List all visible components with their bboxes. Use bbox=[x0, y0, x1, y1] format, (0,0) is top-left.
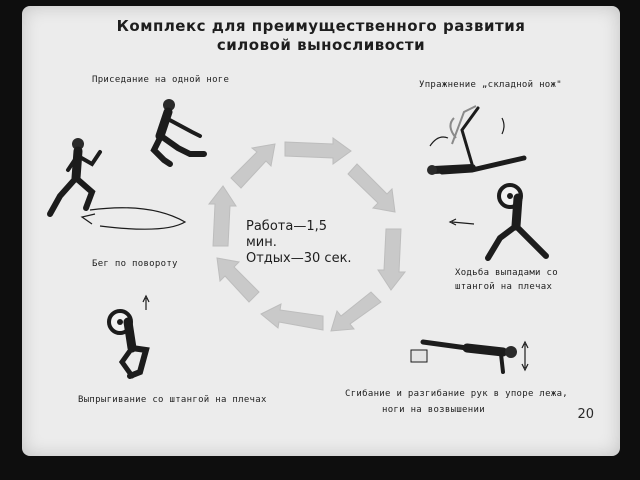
exercise-label-jackknife: Упражнение „складной нож" bbox=[419, 80, 562, 90]
title-line-2: силовой выносливости bbox=[216, 36, 426, 54]
cycle-arrow-bottom-right bbox=[331, 292, 381, 331]
elevated-pushup-figure bbox=[407, 322, 537, 382]
rest-duration: Отдых—30 сек. bbox=[246, 251, 352, 266]
page-number: 20 bbox=[577, 407, 594, 422]
running-turn-figure bbox=[40, 134, 205, 239]
slide bbox=[22, 6, 620, 456]
cycle-arrow-bottom bbox=[261, 304, 323, 330]
exercise-label-elevated-pushup-line1: Сгибание и разгибание рук в упоре лежа, bbox=[345, 389, 569, 399]
work-duration: Работа—1,5 мин. bbox=[246, 219, 327, 250]
slide-title bbox=[22, 17, 620, 55]
jackknife-figure bbox=[394, 98, 534, 180]
cycle-arrow-right bbox=[378, 229, 405, 290]
cycle-arrow-left bbox=[209, 186, 236, 246]
exercise-label-barbell-lunge-line2: штангой на плечах bbox=[455, 282, 553, 292]
title-line-1: Комплекс для преимущественного развития bbox=[116, 17, 526, 35]
barbell-jump-figure bbox=[102, 288, 182, 380]
exercise-label-barbell-jump: Выпрыгивание со штангой на плечах bbox=[78, 395, 267, 405]
barbell-lunge-figure bbox=[442, 178, 562, 264]
exercise-label-elevated-pushup-line2: ноги на возвышении bbox=[382, 405, 485, 415]
exercise-label-pistol-squat: Приседание на одной ноге bbox=[92, 75, 230, 85]
cycle-center bbox=[246, 219, 356, 266]
cycle-arrow-top-right bbox=[348, 164, 395, 212]
exercise-label-turn-running: Бег по повороту bbox=[92, 259, 178, 269]
exercise-label-barbell-lunge-line1: Ходьба выпадами со bbox=[455, 268, 558, 278]
cycle-arrow-top bbox=[285, 138, 351, 164]
cycle-arrow-top-left bbox=[231, 144, 275, 188]
